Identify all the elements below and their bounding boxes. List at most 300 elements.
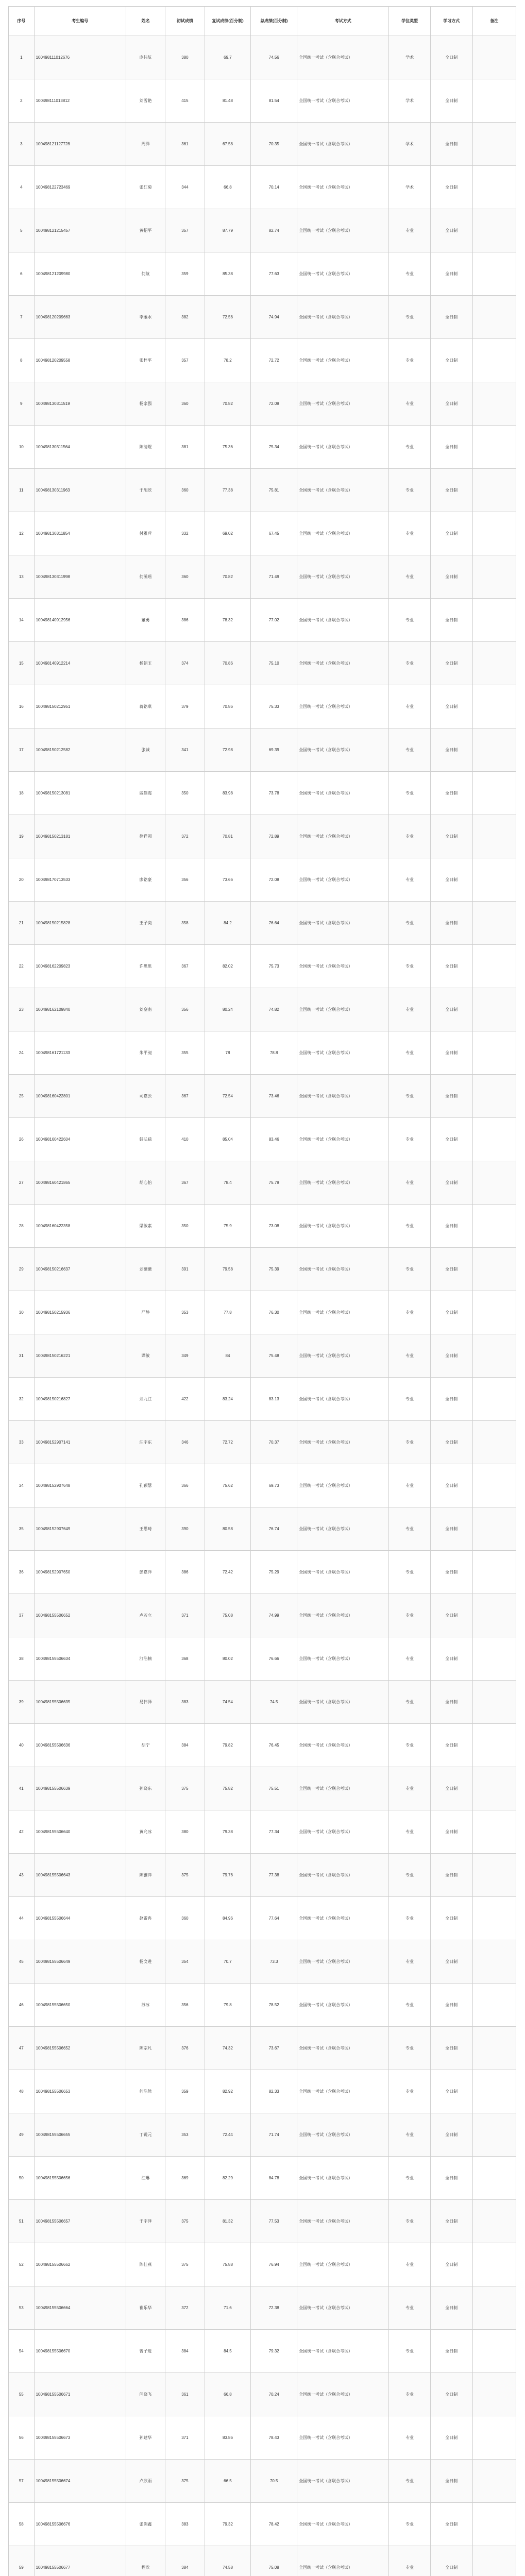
cell-remarks (472, 426, 516, 469)
cell-exam-id: 100498160422604 (34, 1118, 126, 1161)
cell-study-mode: 全日制 (430, 1724, 472, 1767)
cell-exam-method: 全国统一考试（含联合考试） (297, 166, 389, 209)
cell-study-mode: 全日制 (430, 902, 472, 945)
cell-prelim-score: 349 (165, 1334, 205, 1378)
cell-degree-type: 专业 (389, 2113, 430, 2157)
cell-degree-type: 专业 (389, 1767, 430, 1810)
cell-exam-method: 全国统一考试（含联合考试） (297, 1291, 389, 1334)
cell-retest-score: 71.6 (205, 2286, 251, 2330)
cell-prelim-score: 367 (165, 1075, 205, 1118)
cell-name: 何浩然 (126, 2070, 165, 2113)
cell-prelim-score: 360 (165, 469, 205, 512)
cell-name: 庞伟航 (126, 36, 165, 79)
cell-total-score: 73.3 (251, 1940, 297, 1984)
cell-exam-id: 100498170713533 (34, 858, 126, 902)
cell-retest-score: 72.72 (205, 1421, 251, 1464)
cell-exam-method: 全国统一考试（含联合考试） (297, 426, 389, 469)
cell-total-score: 73.08 (251, 1205, 297, 1248)
cell-exam-id: 100498155506649 (34, 1940, 126, 1984)
cell-degree-type: 专业 (389, 426, 430, 469)
cell-total-score: 75.33 (251, 685, 297, 728)
cell-remarks (472, 988, 516, 1031)
cell-name: 蒋铭琪 (126, 685, 165, 728)
cell-degree-type: 专业 (389, 382, 430, 426)
cell-retest-score: 78.32 (205, 599, 251, 642)
cell-study-mode: 全日制 (430, 2373, 472, 2416)
cell-degree-type: 专业 (389, 2330, 430, 2373)
cell-retest-score: 70.82 (205, 382, 251, 426)
cell-name: 廖铭豪 (126, 858, 165, 902)
cell-seq: 29 (9, 1248, 35, 1291)
cell-prelim-score: 359 (165, 2070, 205, 2113)
cell-study-mode: 全日制 (430, 469, 472, 512)
cell-exam-id: 100498155506640 (34, 1810, 126, 1854)
table-row (9, 2243, 516, 2286)
cell-exam-id: 100498155506639 (34, 1767, 126, 1810)
cell-exam-id: 100498160421865 (34, 1161, 126, 1205)
cell-remarks (472, 1334, 516, 1378)
table-row (9, 1897, 516, 1940)
cell-seq: 18 (9, 772, 35, 815)
cell-name: 易伟泽 (126, 1681, 165, 1724)
cell-exam-method: 全国统一考试（含联合考试） (297, 2286, 389, 2330)
cell-total-score: 72.09 (251, 382, 297, 426)
cell-name: 孔颖慧 (126, 1464, 165, 1507)
cell-prelim-score: 374 (165, 642, 205, 685)
cell-prelim-score: 360 (165, 1897, 205, 1940)
cell-total-score: 77.63 (251, 252, 297, 296)
cell-name: 胡心怡 (126, 1161, 165, 1205)
cell-total-score: 72.08 (251, 858, 297, 902)
cell-remarks (472, 1940, 516, 1984)
cell-name: 丁锐元 (126, 2113, 165, 2157)
cell-degree-type: 专业 (389, 2373, 430, 2416)
cell-retest-score: 79.76 (205, 1854, 251, 1897)
cell-exam-method: 全国统一考试（含联合考试） (297, 642, 389, 685)
cell-study-mode: 全日制 (430, 123, 472, 166)
cell-study-mode: 全日制 (430, 339, 472, 382)
cell-degree-type: 专业 (389, 2070, 430, 2113)
cell-remarks (472, 1507, 516, 1551)
cell-study-mode: 全日制 (430, 2546, 472, 2576)
cell-degree-type: 专业 (389, 1854, 430, 1897)
table-row (9, 1161, 516, 1205)
cell-total-score: 79.32 (251, 2330, 297, 2373)
cell-total-score: 76.30 (251, 1291, 297, 1334)
cell-exam-method: 全国统一考试（含联合考试） (297, 1464, 389, 1507)
cell-total-score: 70.35 (251, 123, 297, 166)
cell-remarks (472, 1551, 516, 1594)
cell-study-mode: 全日制 (430, 2200, 472, 2243)
cell-exam-id: 100498120209663 (34, 296, 126, 339)
cell-prelim-score: 386 (165, 599, 205, 642)
cell-study-mode: 全日制 (430, 79, 472, 123)
cell-exam-method: 全国统一考试（含联合考试） (297, 1334, 389, 1378)
table-row (9, 2503, 516, 2546)
cell-study-mode: 全日制 (430, 1984, 472, 2027)
cell-degree-type: 专业 (389, 858, 430, 902)
table-row (9, 945, 516, 988)
cell-degree-type: 学术 (389, 123, 430, 166)
cell-seq: 36 (9, 1551, 35, 1594)
cell-name: 朱平昶 (126, 1031, 165, 1075)
table-row (9, 1767, 516, 1810)
cell-study-mode: 全日制 (430, 1464, 472, 1507)
cell-study-mode: 全日制 (430, 2027, 472, 2070)
cell-remarks (472, 1767, 516, 1810)
cell-total-score: 72.38 (251, 2286, 297, 2330)
cell-name: 黄允冰 (126, 1810, 165, 1854)
cell-retest-score: 78.2 (205, 339, 251, 382)
cell-study-mode: 全日制 (430, 166, 472, 209)
cell-exam-id: 100498130311854 (34, 512, 126, 555)
cell-total-score: 74.94 (251, 296, 297, 339)
cell-prelim-score: 390 (165, 1507, 205, 1551)
cell-degree-type: 学术 (389, 36, 430, 79)
cell-study-mode: 全日制 (430, 512, 472, 555)
cell-exam-method: 全国统一考试（含联合考试） (297, 1681, 389, 1724)
cell-retest-score: 75.82 (205, 1767, 251, 1810)
cell-exam-method: 全国统一考试（含联合考试） (297, 945, 389, 988)
cell-degree-type: 专业 (389, 2460, 430, 2503)
cell-retest-score: 66.8 (205, 2373, 251, 2416)
cell-retest-score: 75.9 (205, 1205, 251, 1248)
table-row (9, 2330, 516, 2373)
cell-seq: 40 (9, 1724, 35, 1767)
table-row (9, 988, 516, 1031)
cell-exam-method: 全国统一考试（含联合考试） (297, 382, 389, 426)
cell-remarks (472, 2373, 516, 2416)
cell-name: 曾子进 (126, 2330, 165, 2373)
cell-seq: 43 (9, 1854, 35, 1897)
cell-name: 杨文进 (126, 1940, 165, 1984)
cell-prelim-score: 332 (165, 512, 205, 555)
table-row (9, 36, 516, 79)
cell-degree-type: 专业 (389, 945, 430, 988)
cell-seq: 23 (9, 988, 35, 1031)
cell-seq: 7 (9, 296, 35, 339)
cell-exam-id: 100498150215828 (34, 902, 126, 945)
cell-exam-method: 全国统一考试（含联合考试） (297, 1724, 389, 1767)
cell-name: 王子奕 (126, 902, 165, 945)
cell-prelim-score: 367 (165, 1161, 205, 1205)
header-row (9, 7, 516, 36)
cell-seq: 5 (9, 209, 35, 252)
cell-remarks (472, 1681, 516, 1724)
cell-remarks (472, 382, 516, 426)
column-header-seq: 序号 (9, 7, 35, 36)
cell-prelim-score: 375 (165, 1767, 205, 1810)
cell-total-score: 74.99 (251, 1594, 297, 1637)
cell-exam-id: 100498111013812 (34, 79, 126, 123)
cell-seq: 51 (9, 2200, 35, 2243)
cell-exam-id: 100498120209558 (34, 339, 126, 382)
cell-degree-type: 专业 (389, 1897, 430, 1940)
cell-degree-type: 专业 (389, 469, 430, 512)
cell-prelim-score: 366 (165, 1464, 205, 1507)
table-row (9, 512, 516, 555)
cell-remarks (472, 1724, 516, 1767)
cell-exam-id: 100498160422358 (34, 1205, 126, 1248)
cell-seq: 31 (9, 1334, 35, 1378)
column-header-degree-type: 学位类型 (389, 7, 430, 36)
cell-prelim-score: 360 (165, 555, 205, 599)
cell-exam-method: 全国统一考试（含联合考试） (297, 1551, 389, 1594)
cell-exam-id: 100498150213081 (34, 772, 126, 815)
cell-prelim-score: 383 (165, 2503, 205, 2546)
cell-seq: 55 (9, 2373, 35, 2416)
cell-name: 杨朝玉 (126, 642, 165, 685)
cell-prelim-score: 383 (165, 1681, 205, 1724)
table-row (9, 2286, 516, 2330)
cell-prelim-score: 359 (165, 252, 205, 296)
cell-name: 刘九江 (126, 1378, 165, 1421)
cell-degree-type: 专业 (389, 1421, 430, 1464)
cell-exam-id: 100498155506643 (34, 1854, 126, 1897)
cell-total-score: 77.02 (251, 599, 297, 642)
table-row (9, 2460, 516, 2503)
cell-study-mode: 全日制 (430, 1378, 472, 1421)
cell-prelim-score: 375 (165, 1854, 205, 1897)
cell-prelim-score: 386 (165, 1551, 205, 1594)
cell-study-mode: 全日制 (430, 685, 472, 728)
cell-seq: 20 (9, 858, 35, 902)
cell-name: 卢若立 (126, 1594, 165, 1637)
cell-prelim-score: 358 (165, 902, 205, 945)
cell-name: 黄招平 (126, 209, 165, 252)
cell-name: 赵雷冉 (126, 1897, 165, 1940)
table-row (9, 1594, 516, 1637)
cell-remarks (472, 1118, 516, 1161)
cell-degree-type: 专业 (389, 209, 430, 252)
cell-degree-type: 学术 (389, 79, 430, 123)
cell-study-mode: 全日制 (430, 1161, 472, 1205)
cell-total-score: 73.46 (251, 1075, 297, 1118)
cell-exam-id: 100498140912956 (34, 599, 126, 642)
cell-study-mode: 全日制 (430, 2243, 472, 2286)
table-row (9, 2200, 516, 2243)
cell-retest-score: 79.32 (205, 2503, 251, 2546)
cell-exam-method: 全国统一考试（含联合考试） (297, 2157, 389, 2200)
table-row (9, 1810, 516, 1854)
cell-total-score: 76.45 (251, 1724, 297, 1767)
cell-prelim-score: 368 (165, 1637, 205, 1681)
cell-total-score: 78.43 (251, 2416, 297, 2460)
cell-exam-id: 100498121215457 (34, 209, 126, 252)
cell-name: 付雅萍 (126, 512, 165, 555)
cell-exam-method: 全国统一考试（含联合考试） (297, 469, 389, 512)
cell-prelim-score: 415 (165, 79, 205, 123)
cell-total-score: 75.79 (251, 1161, 297, 1205)
cell-degree-type: 专业 (389, 2503, 430, 2546)
cell-prelim-score: 341 (165, 728, 205, 772)
cell-remarks (472, 2416, 516, 2460)
cell-name: 王思琦 (126, 1507, 165, 1551)
cell-degree-type: 专业 (389, 1681, 430, 1724)
table-row (9, 123, 516, 166)
cell-exam-id: 100498130311564 (34, 426, 126, 469)
cell-seq: 33 (9, 1421, 35, 1464)
cell-name: 陈清煜 (126, 426, 165, 469)
cell-exam-method: 全国统一考试（含联合考试） (297, 2546, 389, 2576)
table-row (9, 1637, 516, 1681)
cell-total-score: 73.78 (251, 772, 297, 815)
cell-prelim-score: 357 (165, 339, 205, 382)
cell-degree-type: 专业 (389, 1464, 430, 1507)
cell-remarks (472, 2200, 516, 2243)
cell-study-mode: 全日制 (430, 36, 472, 79)
cell-seq: 58 (9, 2503, 35, 2546)
cell-seq: 1 (9, 36, 35, 79)
cell-retest-score: 72.56 (205, 296, 251, 339)
cell-degree-type: 专业 (389, 988, 430, 1031)
cell-seq: 22 (9, 945, 35, 988)
cell-remarks (472, 2460, 516, 2503)
cell-total-score: 77.64 (251, 1897, 297, 1940)
cell-exam-method: 全国统一考试（含联合考试） (297, 1378, 389, 1421)
cell-seq: 21 (9, 902, 35, 945)
column-header-exam-id: 考生编号 (34, 7, 126, 36)
cell-prelim-score: 380 (165, 36, 205, 79)
cell-remarks (472, 1810, 516, 1854)
cell-seq: 44 (9, 1897, 35, 1940)
cell-retest-score: 79.38 (205, 1810, 251, 1854)
cell-retest-score: 79.8 (205, 1984, 251, 2027)
cell-seq: 10 (9, 426, 35, 469)
cell-total-score: 75.73 (251, 945, 297, 988)
cell-total-score: 75.51 (251, 1767, 297, 1810)
cell-total-score: 75.34 (251, 426, 297, 469)
cell-total-score: 76.74 (251, 1507, 297, 1551)
cell-remarks (472, 1205, 516, 1248)
cell-study-mode: 全日制 (430, 1334, 472, 1378)
cell-exam-method: 全国统一考试（含联合考试） (297, 1161, 389, 1205)
cell-prelim-score: 375 (165, 2460, 205, 2503)
cell-total-score: 83.46 (251, 1118, 297, 1161)
cell-name: 何航 (126, 252, 165, 296)
cell-remarks (472, 296, 516, 339)
cell-degree-type: 专业 (389, 1291, 430, 1334)
cell-total-score: 72.89 (251, 815, 297, 858)
cell-degree-type: 专业 (389, 1248, 430, 1291)
cell-seq: 56 (9, 2416, 35, 2460)
cell-retest-score: 79.82 (205, 1724, 251, 1767)
cell-prelim-score: 381 (165, 426, 205, 469)
cell-seq: 50 (9, 2157, 35, 2200)
cell-remarks (472, 815, 516, 858)
cell-exam-method: 全国统一考试（含联合考试） (297, 772, 389, 815)
cell-degree-type: 专业 (389, 1594, 430, 1637)
cell-name: 张诚 (126, 728, 165, 772)
cell-study-mode: 全日制 (430, 209, 472, 252)
cell-study-mode: 全日制 (430, 2286, 472, 2330)
cell-seq: 39 (9, 1681, 35, 1724)
cell-name: 杨家强 (126, 382, 165, 426)
cell-remarks (472, 166, 516, 209)
column-header-study-mode: 学习方式 (430, 7, 472, 36)
cell-remarks (472, 2503, 516, 2546)
cell-prelim-score: 371 (165, 2416, 205, 2460)
cell-name: 苏冰 (126, 1984, 165, 2027)
cell-total-score: 75.48 (251, 1334, 297, 1378)
cell-total-score: 82.33 (251, 2070, 297, 2113)
cell-degree-type: 专业 (389, 728, 430, 772)
table-row (9, 1984, 516, 2027)
cell-retest-score: 82.92 (205, 2070, 251, 2113)
table-row (9, 1248, 516, 1291)
cell-retest-score: 87.79 (205, 209, 251, 252)
table-row (9, 2070, 516, 2113)
cell-name: 汀浩楠 (126, 1637, 165, 1681)
cell-total-score: 72.72 (251, 339, 297, 382)
cell-total-score: 78.52 (251, 1984, 297, 2027)
cell-seq: 12 (9, 512, 35, 555)
table-row (9, 1854, 516, 1897)
cell-study-mode: 全日制 (430, 382, 472, 426)
table-row (9, 2113, 516, 2157)
cell-seq: 52 (9, 2243, 35, 2286)
table-row (9, 469, 516, 512)
cell-study-mode: 全日制 (430, 728, 472, 772)
cell-retest-score: 72.54 (205, 1075, 251, 1118)
cell-exam-id: 100498155506657 (34, 2200, 126, 2243)
cell-retest-score: 78.4 (205, 1161, 251, 1205)
cell-prelim-score: 382 (165, 296, 205, 339)
cell-total-score: 82.74 (251, 209, 297, 252)
cell-name: 汪琳 (126, 2157, 165, 2200)
cell-exam-id: 100498160422801 (34, 1075, 126, 1118)
cell-retest-score: 80.58 (205, 1507, 251, 1551)
cell-degree-type: 专业 (389, 1551, 430, 1594)
cell-name: 周洋 (126, 123, 165, 166)
cell-exam-id: 100498130311519 (34, 382, 126, 426)
table-row (9, 339, 516, 382)
table-row (9, 1031, 516, 1075)
cell-remarks (472, 1854, 516, 1897)
cell-total-score: 70.14 (251, 166, 297, 209)
cell-retest-score: 81.32 (205, 2200, 251, 2243)
cell-prelim-score: 391 (165, 1248, 205, 1291)
cell-exam-method: 全国统一考试（含联合考试） (297, 2070, 389, 2113)
table-row (9, 772, 516, 815)
cell-remarks (472, 2330, 516, 2373)
cell-name: 程欣 (126, 2546, 165, 2576)
cell-retest-score: 70.86 (205, 685, 251, 728)
table-row (9, 2157, 516, 2200)
cell-degree-type: 专业 (389, 2157, 430, 2200)
cell-remarks (472, 339, 516, 382)
cell-exam-id: 100498155506635 (34, 1681, 126, 1724)
cell-exam-id: 100498155506652 (34, 2027, 126, 2070)
cell-total-score: 69.73 (251, 1464, 297, 1507)
cell-prelim-score: 375 (165, 2243, 205, 2286)
cell-name: 刘薇薇 (126, 1248, 165, 1291)
cell-seq: 48 (9, 2070, 35, 2113)
cell-remarks (472, 1378, 516, 1421)
table-row (9, 2416, 516, 2460)
cell-retest-score: 85.38 (205, 252, 251, 296)
cell-seq: 47 (9, 2027, 35, 2070)
cell-seq: 11 (9, 469, 35, 512)
cell-prelim-score: 356 (165, 988, 205, 1031)
cell-degree-type: 专业 (389, 1378, 430, 1421)
table-row (9, 1421, 516, 1464)
cell-degree-type: 专业 (389, 1334, 430, 1378)
admission-list-sheet (8, 6, 516, 2576)
table-row (9, 1205, 516, 1248)
cell-total-score: 81.54 (251, 79, 297, 123)
cell-total-score: 75.10 (251, 642, 297, 685)
